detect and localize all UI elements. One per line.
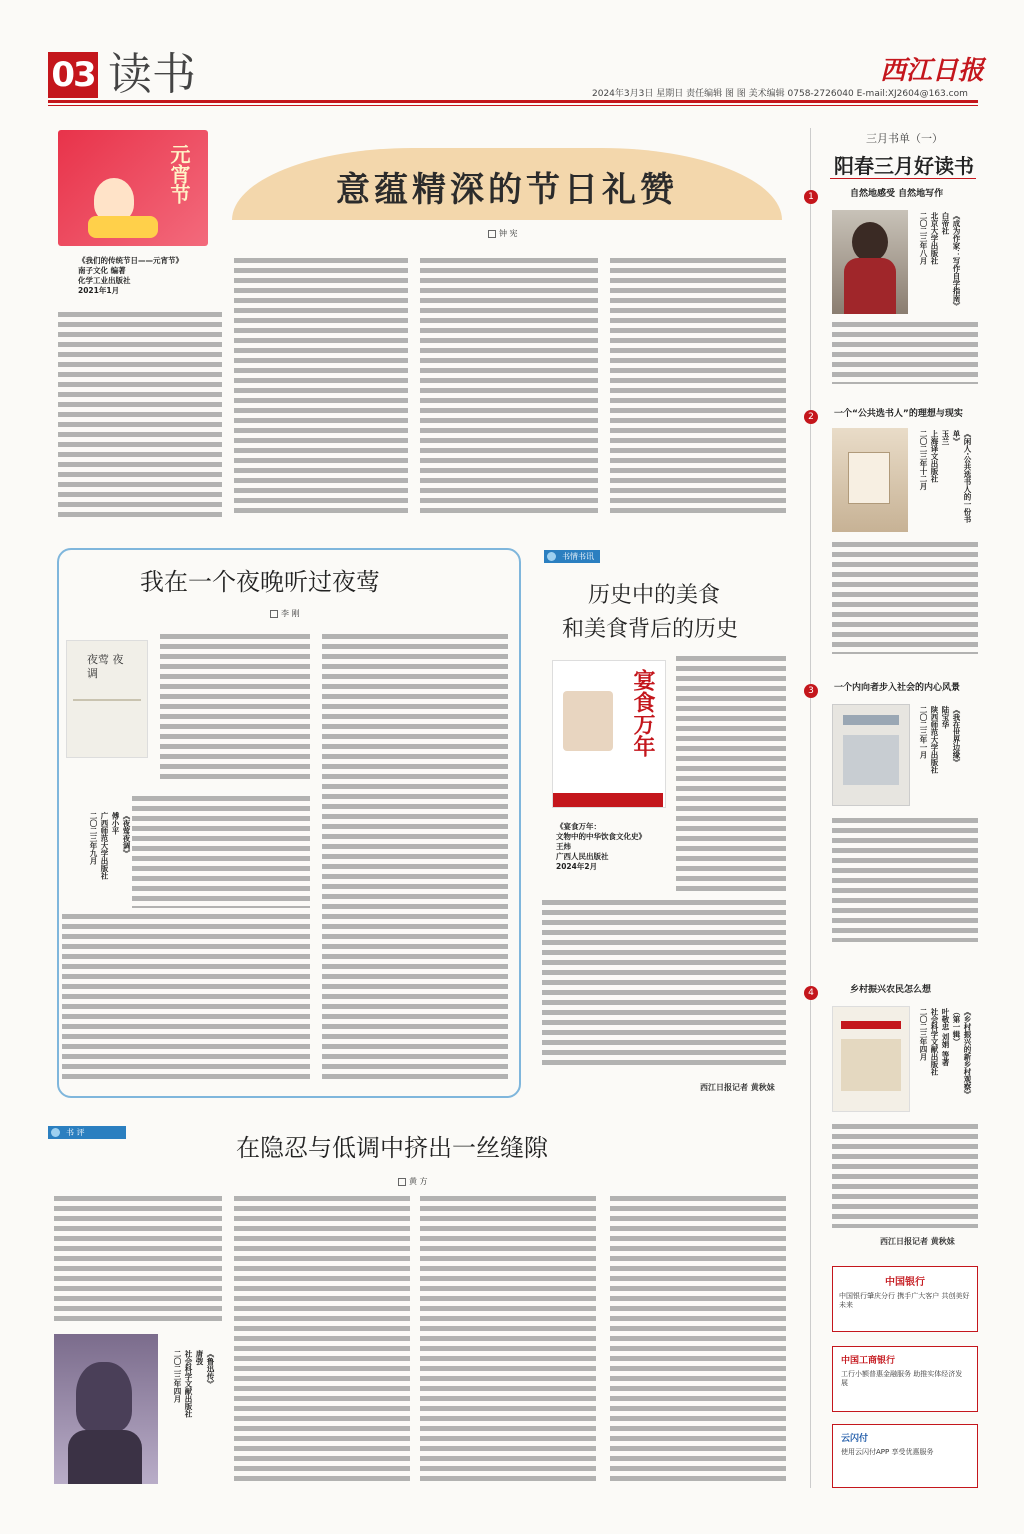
article2-col1b: [62, 914, 310, 1084]
article1-col2: [234, 258, 408, 518]
sidebar-item3-caption: 《我在世界边缘》 陆宝华 陕西师范大学出版社 二〇二三年一月: [919, 706, 961, 774]
article4-col3: [420, 1196, 596, 1486]
yuanxiao-book-cover: [58, 130, 208, 246]
ad-icbc[interactable]: [832, 1346, 978, 1412]
sidebar-divider: [810, 128, 811, 1488]
article3-title-line1: 历史中的美食: [588, 583, 721, 608]
sidebar-item4-caption: 《乡村振兴的新乡村观察》 （第一辑） 叶敬忠 刘娟 等著 社会科学文献出版社 二〇二三年四月: [919, 1008, 972, 1098]
luxun-book-cover: [54, 1334, 158, 1484]
nightingale-cover-title: 夜莺 夜调: [87, 653, 124, 680]
issue-meta: 2024年3月3日 星期日 责任编辑 图 图 美术编辑 0758-2726040 E-mail:XJ2604@163.com: [592, 89, 968, 99]
sidebar-item4-number: 4: [804, 986, 818, 1000]
ad3-text: 使用云闪付APP 享受优惠服务: [841, 1448, 934, 1456]
article4-title: 在隐忍与低调中挤出一丝缝隙: [236, 1134, 548, 1162]
ad-unionpay[interactable]: [832, 1424, 978, 1488]
article2-col1c: [132, 796, 310, 908]
sidebar-item3-title: 一个内向者步入社会的内心风景: [834, 683, 961, 693]
section-title: 读书: [108, 49, 196, 100]
sidebar-item1-title: 自然地感受 自然地写作: [850, 189, 944, 199]
sidebar-title: 阳春三月好读书: [834, 154, 974, 178]
article4-col4: [610, 1196, 786, 1486]
article1-col3: [420, 258, 598, 518]
masthead: 西江日报: [880, 56, 985, 86]
ad2-text: 工行小额普惠金融服务 助推实体经济发展: [841, 1370, 963, 1387]
sidebar-kicker: 三月书单（一）: [866, 132, 943, 145]
article1-col4: [610, 258, 786, 518]
article1-caption: 《我们的传统节日——元宵节》 南子文化 编著 化学工业出版社 2021年1月: [78, 256, 183, 295]
article4-col2: [234, 1196, 410, 1486]
article3-col1: [676, 656, 786, 892]
sidebar-item3-cover: [832, 704, 910, 806]
article2-col1a: [160, 634, 310, 784]
ad1-text: 中国银行肇庆分行 携手广大客户 共创美好未来: [839, 1292, 970, 1309]
ad1-title: 中国银行: [885, 1277, 925, 1288]
article2-caption: 《夜莺夜调》 傅小平 广西师范大学出版社 二〇二三年九月: [89, 812, 131, 880]
article1-col1: [58, 312, 222, 518]
page-number: 03: [48, 52, 98, 98]
article3-col2: [542, 900, 786, 1068]
feast-book-cover: [552, 660, 666, 808]
article4-col1: [54, 1196, 222, 1326]
article3-tag: 书情书讯: [544, 550, 600, 563]
article4-tag: 书 评: [48, 1126, 126, 1139]
sidebar-byline: 西江日报记者 黄秋妹: [880, 1237, 955, 1246]
ad-bank-of-china[interactable]: [832, 1266, 978, 1332]
sidebar-item1-number: 1: [804, 190, 818, 204]
sidebar-item4-title: 乡村振兴农民怎么想: [850, 985, 932, 995]
nightingale-book-cover: [66, 640, 148, 758]
article4-caption: 《鲁迅传》 唐弢 社会科学文献出版社 二〇二三年四月: [173, 1350, 215, 1418]
header-rule: [48, 100, 978, 103]
sidebar-item2-cover: [832, 428, 908, 532]
sidebar-item1-caption: 《成为作家：写作自学指南》 白帝社 北京大学出版社 二〇二三年八月: [919, 212, 961, 310]
sidebar-title-rule: [830, 178, 976, 179]
feast-cover-title: 宴食万年: [630, 669, 655, 757]
article3-title-line2: 和美食背后的历史: [562, 617, 739, 642]
article3-caption: 《宴食万年： 文物中的中华饮食文化史》 王炜 广西人民出版社 2024年2月: [556, 822, 646, 871]
article3-byline: 西江日报记者 黄秋妹: [700, 1083, 775, 1092]
sidebar-item3-text: [832, 818, 978, 942]
article2-author: 李 刚: [270, 608, 300, 619]
ad2-title: 中国工商银行: [841, 1356, 896, 1366]
sidebar-item2-number: 2: [804, 410, 818, 424]
article1-title: 意蕴精深的节日礼赞: [336, 170, 678, 210]
sidebar-item1-text: [832, 322, 978, 384]
sidebar-item2-title: 一个“公共选书人”的理想与现实: [834, 409, 963, 419]
article2-title: 我在一个夜晚听过夜莺: [140, 568, 380, 596]
article4-author: 黄 方: [398, 1176, 428, 1187]
yuanxiao-cover-title: 元宵节: [167, 144, 191, 204]
sidebar-item3-number: 3: [804, 684, 818, 698]
article2-col2: [322, 634, 508, 1084]
sidebar-item1-cover: [832, 210, 908, 314]
sidebar-item2-text: [832, 542, 978, 654]
ad3-title: 云闪付: [841, 1434, 869, 1444]
article1-author: 钟 宪: [488, 228, 518, 239]
sidebar-item4-cover: [832, 1006, 910, 1112]
sidebar-item4-text: [832, 1124, 978, 1228]
sidebar-item2-caption: 《闲人·公共选书人的一份书单》 玉兰 上海译文出版社 二〇二三年十二月: [919, 430, 972, 523]
header-rule-thin: [48, 105, 978, 106]
